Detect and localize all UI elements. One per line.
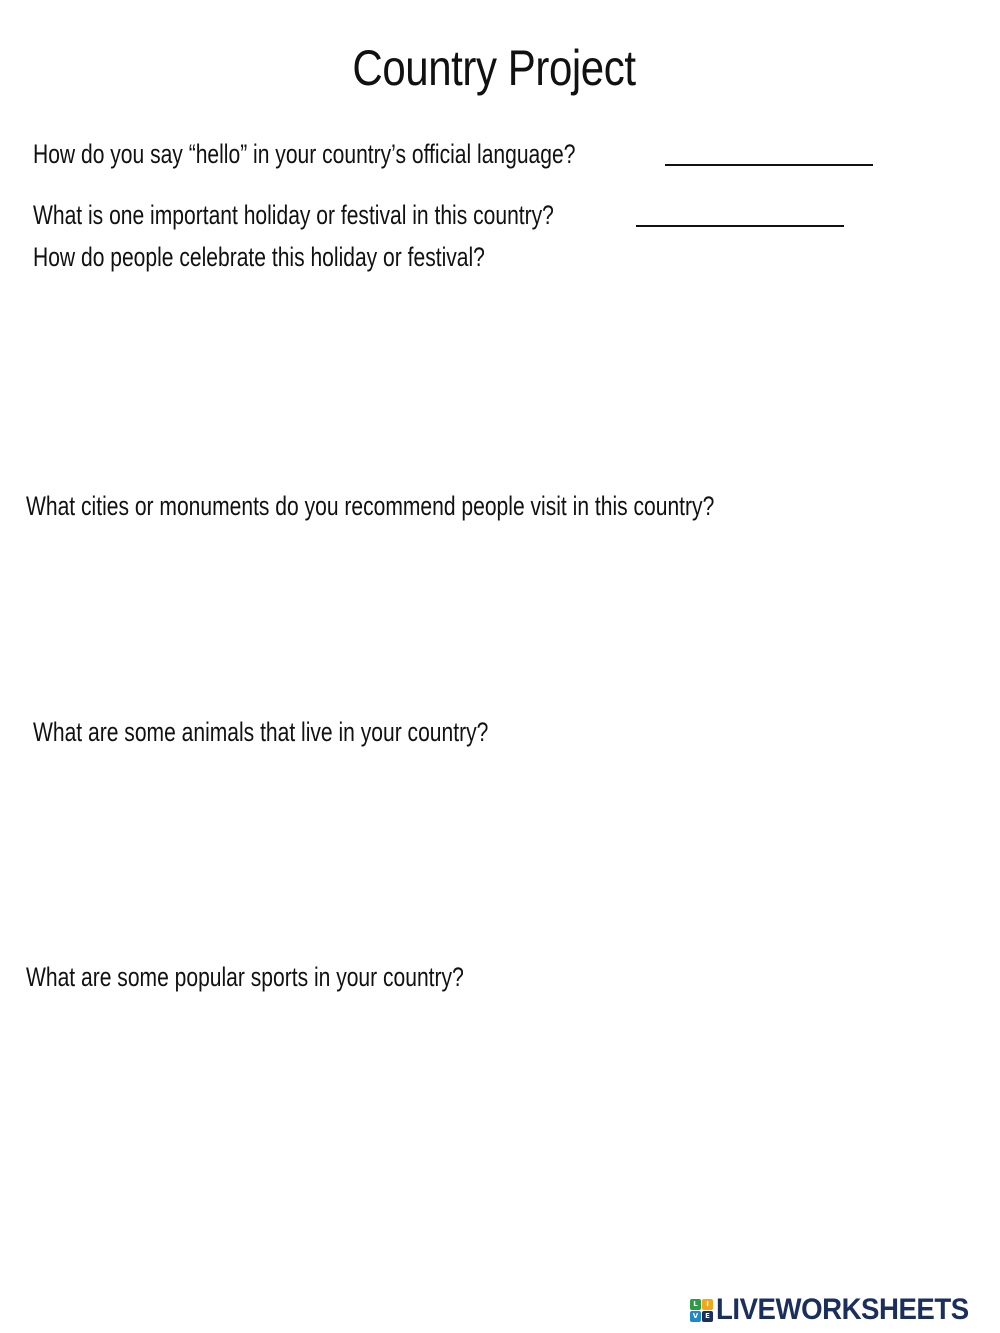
question-holiday: What is one important holiday or festival in this country?: [33, 200, 554, 230]
logo-text: LIVEWORKSHEETS: [716, 1293, 969, 1326]
question-sports: What are some popular sports in your country?: [26, 962, 464, 992]
question-cities: What cities or monuments do you recommend people visit in this country?: [26, 491, 715, 521]
question-celebrate: How do people celebrate this holiday or festival?: [33, 242, 485, 272]
answer-blank-holiday[interactable]: [636, 225, 844, 227]
liveworksheets-logo: [690, 1293, 991, 1327]
question-animals: What are some animals that live in your country?: [33, 717, 489, 747]
answer-blank-hello[interactable]: [665, 164, 873, 166]
question-hello: How do you say “hello” in your country’s official language?: [33, 139, 576, 169]
page-title: Country Project: [352, 40, 636, 96]
liveworksheets-logo-icon: L I V E: [690, 1299, 713, 1322]
